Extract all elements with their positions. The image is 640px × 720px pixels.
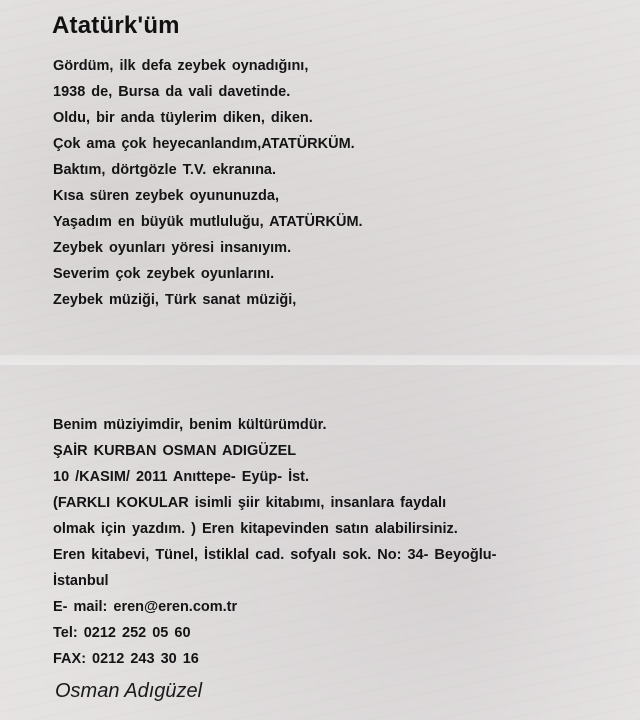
info-line: olmak için yazdım. ) Eren kitapevinden satın alabilirsiniz. xyxy=(53,521,458,537)
date-place-line: 10 /KASIM/ 2011 Anıttepe- Eyüp- İst. xyxy=(53,469,310,485)
info-line: (FARKLI KOKULAR isimli şiir kitabımı, insanlara faydalı xyxy=(53,495,447,511)
verse-line: Çok ama çok heyecanlandım,ATATÜRKÜM. xyxy=(53,136,355,152)
verse-line: 1938 de, Bursa da vali davetinde. xyxy=(53,84,291,100)
verse-line: Baktım, dörtgözle T.V. ekranına. xyxy=(53,162,277,178)
verse-line: Oldu, bir anda tüylerim diken, diken. xyxy=(53,110,313,126)
verse-line: Kısa süren zeybek oyununuzda, xyxy=(53,188,279,204)
verse-line: Zeybek oyunları yöresi insanıyım. xyxy=(53,240,292,256)
email-line: E- mail: eren@eren.com.tr xyxy=(53,599,238,615)
verse-line: Gördüm, ilk defa zeybek oynadığını, xyxy=(53,58,309,74)
poem-verse xyxy=(53,53,363,313)
fax-line: FAX: 0212 243 30 16 xyxy=(53,651,199,667)
verse-line: Severim çok zeybek oyunlarını. xyxy=(53,266,275,282)
poet-signature-line: ŞAİR KURBAN OSMAN ADIGÜZEL xyxy=(53,443,297,459)
author-name[interactable]: Osman Adıgüzel xyxy=(55,680,203,702)
poem-title: Atatürk'üm xyxy=(52,12,180,39)
verse-line: Yaşadım en büyük mutluluğu, ATATÜRKÜM. xyxy=(53,214,363,230)
info-line: Benim müziyimdir, benim kültürümdür. xyxy=(53,417,327,433)
poem-info xyxy=(53,412,496,672)
phone-line: Tel: 0212 252 05 60 xyxy=(53,625,191,641)
address-line: İstanbul xyxy=(53,573,109,589)
verse-line: Zeybek müziği, Türk sanat müziği, xyxy=(53,292,297,308)
address-line: Eren kitabevi, Tünel, İstiklal cad. sofyalı sok. No: 34- Beyoğlu- xyxy=(53,547,497,563)
